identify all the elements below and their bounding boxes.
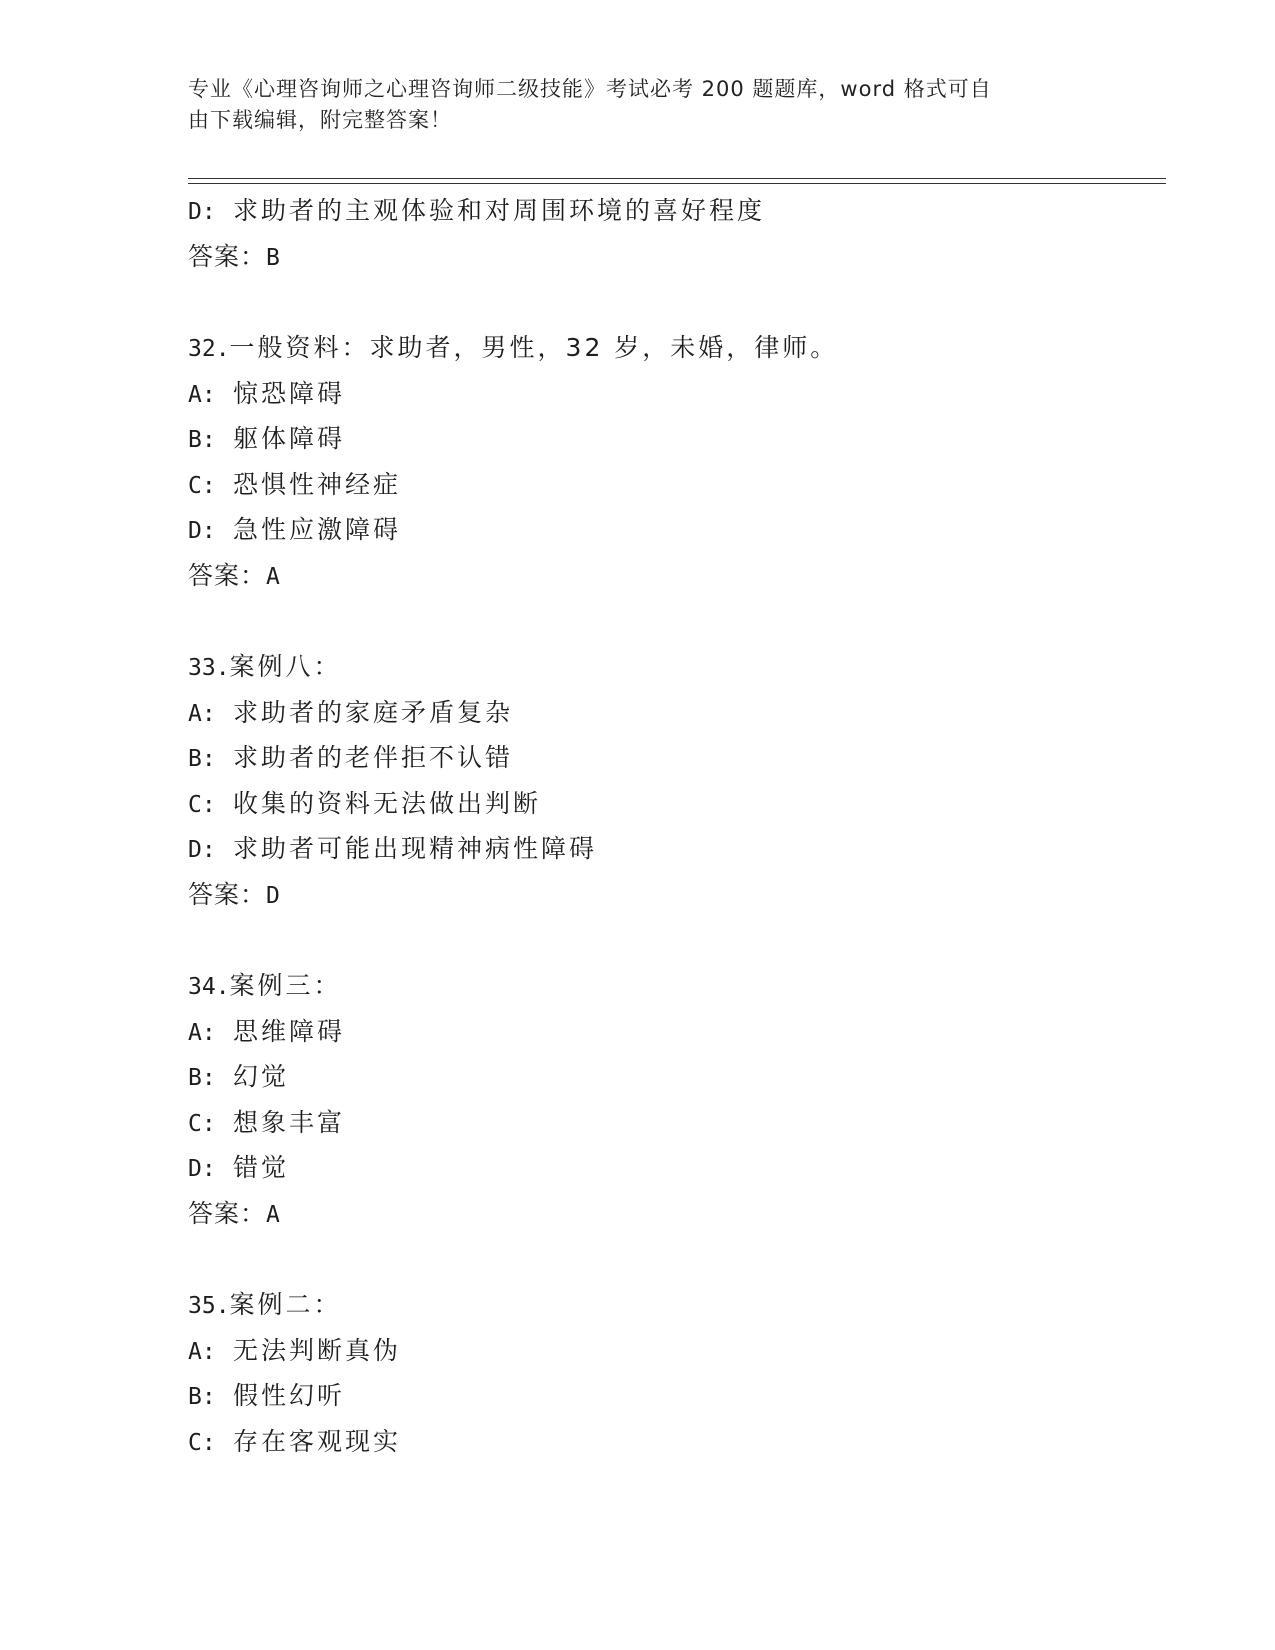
spacer (188, 1236, 1148, 1282)
option-text: 幻觉 (233, 1062, 290, 1091)
option-prefix: D: (188, 837, 216, 863)
option-text: 恐惧性神经症 (233, 469, 402, 499)
option-prefix: D: (188, 1156, 216, 1182)
option-text: 思维障碍 (233, 1016, 346, 1046)
answer-line (188, 234, 1148, 280)
question-block-31 (188, 188, 1148, 279)
question-text: 一般资料：求助者，男性，32 岁，未婚，律师。 (229, 333, 839, 362)
question-block-35 (188, 1282, 1148, 1464)
option-text: 无法判断真伪 (233, 1335, 402, 1365)
answer-label: 答案： (188, 241, 267, 271)
option-prefix: C: (188, 1429, 216, 1456)
option-prefix: D: (188, 199, 216, 225)
question-list (188, 188, 1148, 1464)
answer-label: 答案： (188, 1198, 267, 1228)
option-prefix: B: (188, 427, 216, 453)
header-divider-top (188, 178, 1166, 179)
header-divider-bottom (188, 183, 1166, 184)
option-b (188, 416, 1148, 462)
answer-value: A (266, 563, 280, 590)
option-text: 收集的资料无法做出判断 (233, 788, 542, 818)
option-text: 求助者的家庭矛盾复杂 (233, 697, 514, 727)
question-block-34 (188, 963, 1148, 1236)
answer-label: 答案： (188, 560, 267, 590)
option-text: 躯体障碍 (233, 424, 346, 453)
option-text: 求助者可能出现精神病性障碍 (233, 834, 598, 863)
option-d (188, 1145, 1148, 1191)
option-prefix: B: (188, 1065, 216, 1091)
option-c (188, 1100, 1148, 1146)
option-prefix: C: (188, 1110, 216, 1137)
answer-value: B (266, 244, 280, 271)
answer-line (188, 1191, 1148, 1237)
option-prefix: A: (188, 700, 216, 727)
question-block-32 (188, 325, 1148, 598)
spacer (188, 917, 1148, 963)
answer-value: A (266, 1201, 280, 1228)
option-b (188, 735, 1148, 781)
option-d (188, 826, 1148, 872)
question-text: 案例二： (229, 1290, 342, 1319)
option-prefix: D: (188, 518, 216, 544)
header-line-2: 由下载编辑，附完整答案！ (188, 108, 452, 132)
question-stem (188, 963, 1148, 1009)
option-a (188, 1009, 1148, 1055)
answer-line (188, 553, 1148, 599)
option-text: 存在客观现实 (233, 1426, 402, 1456)
answer-value: D (266, 882, 280, 909)
option-c (188, 781, 1148, 827)
option-d (188, 507, 1148, 553)
option-prefix: B: (188, 1384, 216, 1410)
option-text: 惊恐障碍 (233, 378, 346, 408)
answer-label: 答案： (188, 879, 267, 909)
option-c (188, 462, 1148, 508)
document-header (188, 74, 1088, 136)
option-text: 错觉 (233, 1153, 290, 1182)
option-d (188, 188, 1148, 234)
option-text: 求助者的主观体验和对周围环境的喜好程度 (233, 196, 766, 225)
spacer (188, 279, 1148, 325)
option-prefix: C: (188, 472, 216, 499)
question-number: 35. (188, 1293, 230, 1319)
option-c (188, 1419, 1148, 1465)
question-number: 32. (188, 336, 230, 362)
question-number: 34. (188, 974, 230, 1000)
option-prefix: A: (188, 1019, 216, 1046)
question-stem (188, 325, 1148, 371)
option-b (188, 1373, 1148, 1419)
option-prefix: C: (188, 791, 216, 818)
header-line-1: 专业《心理咨询师之心理咨询师二级技能》考试必考 200 题题库，word 格式可自 (188, 77, 992, 101)
option-a (188, 1328, 1148, 1374)
question-text: 案例三： (229, 971, 342, 1000)
answer-line (188, 872, 1148, 918)
option-a (188, 371, 1148, 417)
option-a (188, 690, 1148, 736)
question-stem (188, 1282, 1148, 1328)
option-text: 假性幻听 (233, 1381, 346, 1410)
spacer (188, 598, 1148, 644)
option-b (188, 1054, 1148, 1100)
question-stem (188, 644, 1148, 690)
option-text: 急性应激障碍 (233, 515, 402, 544)
question-number: 33. (188, 655, 230, 681)
option-prefix: B: (188, 746, 216, 772)
option-prefix: A: (188, 1338, 216, 1365)
option-prefix: A: (188, 381, 216, 408)
question-block-33 (188, 644, 1148, 917)
question-text: 案例八： (229, 652, 342, 681)
option-text: 想象丰富 (233, 1107, 346, 1137)
option-text: 求助者的老伴拒不认错 (233, 743, 514, 772)
